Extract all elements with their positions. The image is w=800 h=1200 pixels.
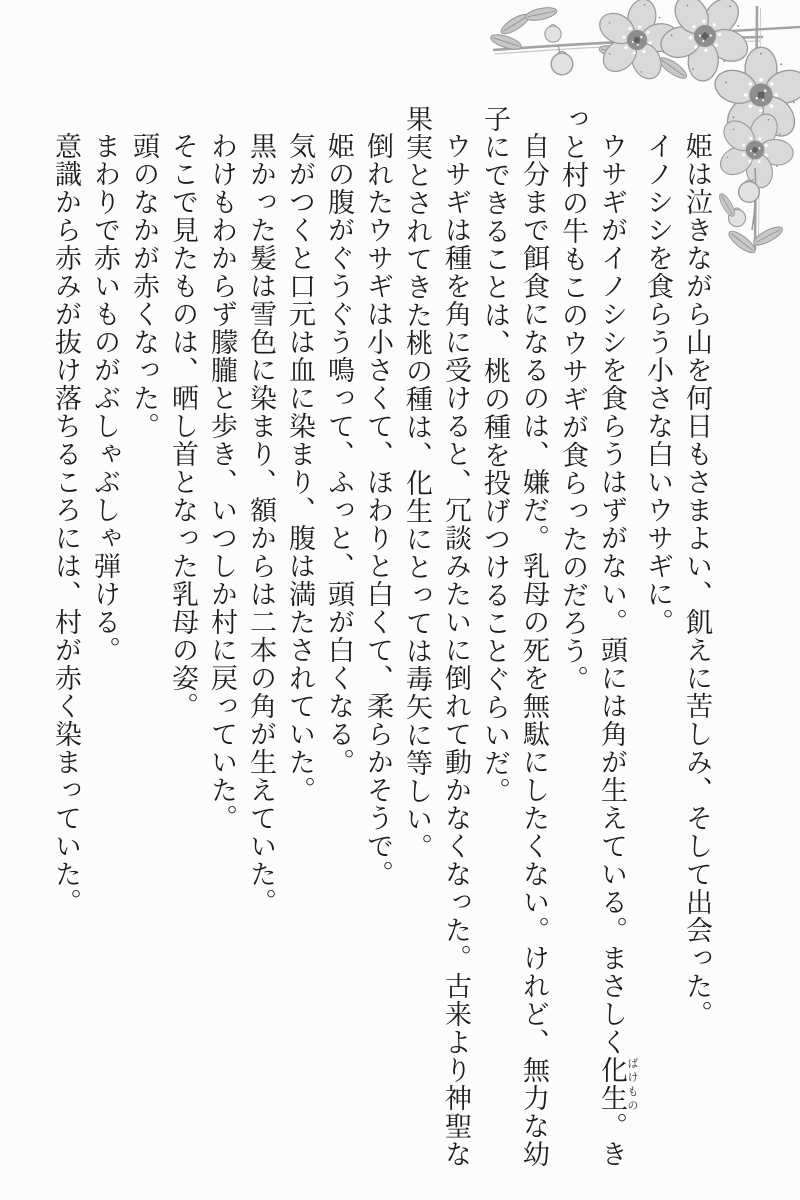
paragraph: 姫の腹がぐうぐう鳴って、ふっと、頭が白くなる。 (324, 132, 354, 776)
paragraph: 黒かった髪は雪色に染まり、額からは二本の角が生えていた。 (246, 132, 276, 916)
paragraph: 自分まで餌食になるのは、嫌だ。乳母の死を無駄にしたくない。けれど、無力な幼子にできることは、桃の種を投げつけることぐらいだ。 (480, 105, 549, 1168)
paragraph: 倒れたウサギは小さくて、ほわりと白くて、柔らかそうで。 (363, 132, 393, 888)
paragraph: ウサギは種を角に受けると、冗談みたいに倒れて動かなくなった。古来より神聖な果実とされてきた桃の種は、化生にとっては毒矢に等しい。 (402, 105, 471, 1168)
lower-stalk (717, 168, 785, 256)
paragraph: わけもわからず朦朧と歩き、いつしか村に戻っていた。 (207, 132, 237, 832)
paragraph: 意識から赤みが抜け落ちるころには、村が赤く染まっていた。 (51, 132, 81, 916)
paragraph: 姫は泣きながら山を何日もさまよい、飢えに苦しみ、そして出会った。 (682, 132, 712, 1028)
paragraph: 気がつくと口元は血に染まり、腹は満たされていた。 (285, 132, 315, 804)
story-text (46, 105, 716, 1171)
ruby-annotation: 化生 ばけもの (597, 1056, 638, 1112)
paragraph: ウサギがイノシシを食らうはずがない。頭には角が生えている。まさしく化生 ばけもの。きっと村の牛もこのウサギが食らったのだろう。 (558, 105, 638, 1168)
paragraph: そこで見たものは、晒し首となった乳母の姿。 (168, 132, 198, 720)
paragraph: 頭のなかが赤くなった。 (129, 132, 159, 440)
paragraph: イノシシを食らう小さな白いウサギに。 (643, 132, 673, 636)
paragraph: まわりで赤いものがぶしゃぶしゃ弾ける。 (90, 132, 120, 664)
